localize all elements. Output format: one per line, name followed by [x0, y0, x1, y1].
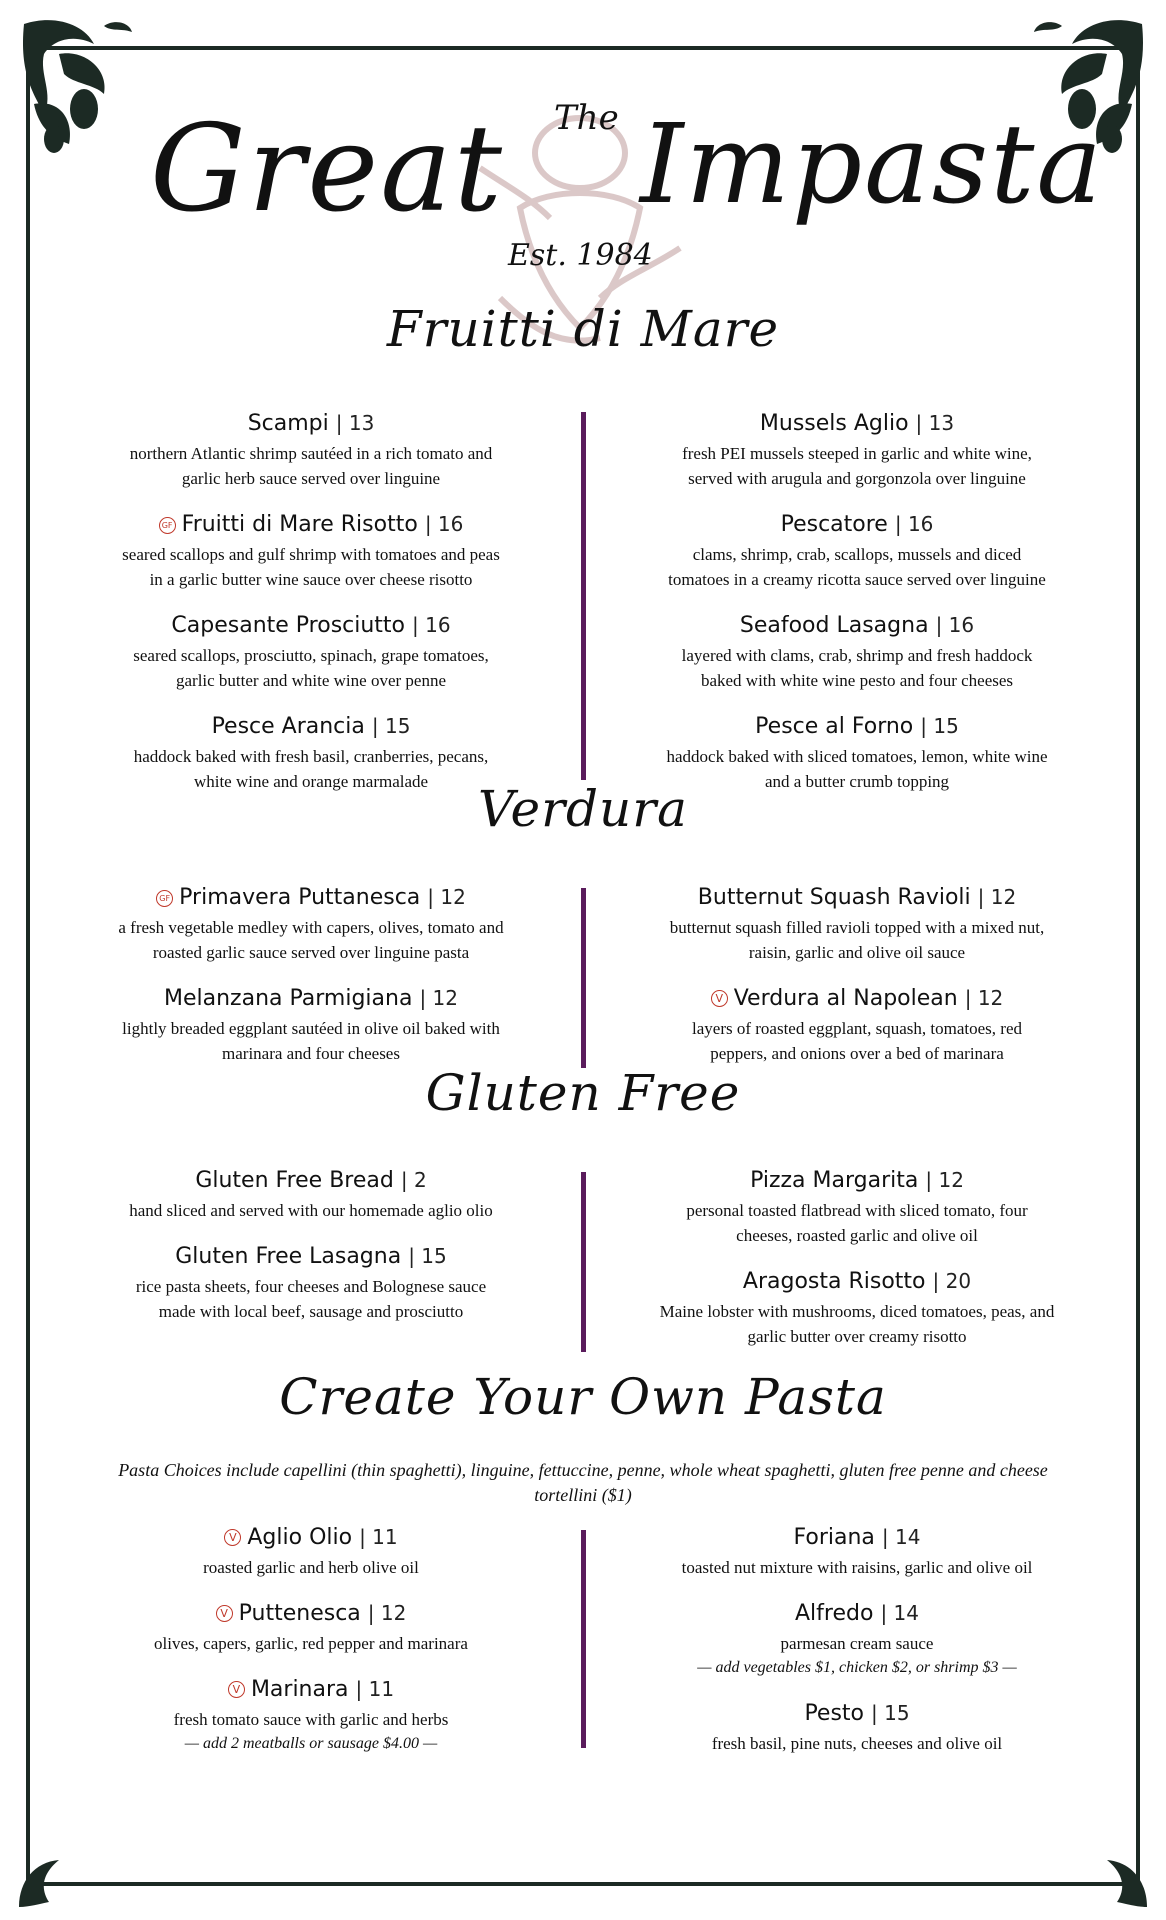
item-description: toasted nut mixture with raisins, garlic and olive oil — [681, 1558, 1033, 1577]
item-price: | 12 — [977, 885, 1017, 909]
menu-item — [622, 408, 1092, 491]
item-name: Aglio Olio — [247, 1525, 353, 1550]
item-description: cheeses, roasted garlic and olive oil — [736, 1226, 978, 1245]
item-price: | 16 — [412, 613, 451, 637]
item-description: served with arugula and gorgonzola over linguine — [688, 469, 1026, 488]
item-price: | 14 — [881, 1525, 921, 1549]
item-description: northern Atlantic shrimp sautéed in a rich tomato and — [129, 444, 493, 463]
menu-item — [76, 1674, 546, 1756]
item-description: haddock baked with fresh basil, cranberries, pecans, — [133, 747, 489, 766]
item-price: | 11 — [355, 1677, 395, 1701]
item-add-on-note: — add vegetables $1, chicken $2, or shrimp $3 — — [697, 1659, 1017, 1676]
column-divider — [581, 1172, 586, 1352]
item-description: roasted garlic and herb olive oil — [203, 1558, 419, 1577]
item-price: | 20 — [932, 1269, 972, 1293]
item-description: rice pasta sheets, four cheeses and Bolognese sauce — [135, 1277, 487, 1296]
menu-item — [622, 882, 1092, 965]
item-name: Primavera Puttanesca — [179, 885, 421, 910]
vegetarian-icon: V — [224, 1529, 241, 1546]
vegetarian-icon: V — [711, 990, 728, 1007]
item-description: roasted garlic sauce served over linguine pasta — [152, 943, 470, 962]
item-description: layers of roasted eggplant, squash, tomatoes, red — [692, 1019, 1022, 1038]
item-name: Pesce Arancia — [211, 714, 365, 739]
item-price: | 16 — [424, 512, 464, 536]
menu-column-left — [76, 882, 546, 1084]
item-description: white wine and orange marmalade — [193, 772, 429, 791]
item-name: Pizza Margarita — [750, 1168, 919, 1193]
scroll-corner-ornament-icon — [14, 1852, 74, 1912]
item-name: Butternut Squash Ravioli — [697, 885, 971, 910]
menu-column-left — [76, 408, 546, 812]
item-name: Puttenesca — [238, 1601, 361, 1626]
menu-item — [622, 1598, 1092, 1680]
menu-item — [622, 983, 1092, 1066]
item-description: baked with white wine pesto and four cheeses — [700, 671, 1014, 690]
section-title-verdura: Verdura — [478, 780, 688, 838]
item-name: Verdura al Napolean — [733, 986, 958, 1011]
item-name: Gluten Free Bread — [195, 1168, 394, 1193]
item-price: | 15 — [871, 1701, 910, 1725]
item-name: Marinara — [250, 1677, 349, 1702]
menu-item — [622, 509, 1092, 592]
vegetarian-icon: V — [228, 1681, 245, 1698]
menu-item — [622, 1165, 1092, 1248]
menu-item — [622, 1522, 1092, 1580]
item-description: garlic butter and white wine over penne — [175, 671, 446, 690]
item-price: | 12 — [925, 1168, 964, 1192]
menu-item — [76, 1165, 546, 1223]
item-price: | 14 — [880, 1601, 919, 1625]
vegetarian-icon: V — [216, 1605, 233, 1622]
restaurant-logo — [0, 60, 1166, 310]
item-price: | 15 — [408, 1244, 447, 1268]
item-description: hand sliced and served with our homemade aglio olio — [129, 1201, 493, 1220]
item-description: layered with clams, crab, shrimp and fresh haddock — [681, 646, 1033, 665]
item-price: | 13 — [335, 411, 375, 435]
item-description: seared scallops, prosciutto, spinach, grape tomatoes, — [133, 646, 489, 665]
item-name: Fruitti di Mare Risotto — [181, 512, 418, 537]
logo-name-part1: Great — [150, 100, 505, 239]
column-divider — [581, 412, 586, 780]
item-price: | 15 — [920, 714, 959, 738]
menu-column-left — [76, 1165, 546, 1342]
menu-item — [76, 983, 546, 1066]
item-description: tomatoes in a creamy ricotta sauce served over linguine — [668, 570, 1046, 589]
item-description: olives, capers, garlic, red pepper and marinara — [154, 1634, 468, 1653]
gluten-free-icon: GF — [156, 890, 173, 907]
menu-item — [76, 408, 546, 491]
item-description: butternut squash filled ravioli topped with a mixed nut, — [669, 918, 1045, 937]
menu-column-right — [622, 882, 1092, 1084]
menu-column-right — [622, 1522, 1092, 1774]
logo-name-part2: Impasta — [640, 100, 1104, 228]
item-description: peppers, and onions over a bed of marinara — [710, 1044, 1004, 1063]
menu-item — [76, 1241, 546, 1324]
item-description: Maine lobster with mushrooms, diced tomatoes, peas, and — [659, 1302, 1055, 1321]
section-title-fruitti-di-mare: Fruitti di Mare — [386, 300, 780, 358]
menu-column-right — [622, 408, 1092, 812]
item-name: Scampi — [247, 411, 329, 436]
item-name: Pesce al Forno — [755, 714, 914, 739]
item-name: Capesante Prosciutto — [171, 613, 406, 638]
item-price: | 12 — [419, 986, 458, 1010]
item-description: clams, shrimp, crab, scallops, mussels and diced — [692, 545, 1022, 564]
item-description: parmesan cream sauce — [780, 1634, 934, 1653]
gluten-free-icon: GF — [159, 517, 176, 534]
item-price: | 16 — [935, 613, 975, 637]
item-name: Mussels Aglio — [759, 411, 909, 436]
item-name: Aragosta Risotto — [742, 1269, 926, 1294]
menu-item — [76, 1598, 546, 1656]
item-price: | 16 — [894, 512, 934, 536]
menu-item — [76, 882, 546, 965]
item-description: lightly breaded eggplant sautéed in olive oil baked with — [122, 1019, 500, 1038]
column-divider — [581, 1530, 586, 1748]
item-name: Gluten Free Lasagna — [175, 1244, 402, 1269]
item-description: garlic butter over creamy risotto — [747, 1327, 967, 1346]
item-description: in a garlic butter wine sauce over cheese risotto — [149, 570, 473, 589]
pasta-choices-intro: Pasta Choices include capellini (thin spaghetti), linguine, fettuccine, penne, whole wheat spaghetti, gluten free penne and cheese tortellini ($1) — [118, 1460, 1048, 1505]
column-divider — [581, 888, 586, 1068]
item-price: | 12 — [964, 986, 1004, 1010]
item-name: Melanzana Parmigiana — [164, 986, 413, 1011]
section-title-create-your-own-pasta: Create Your Own Pasta — [279, 1368, 887, 1426]
item-name: Seafood Lasagna — [739, 613, 929, 638]
item-price: | 12 — [427, 885, 466, 909]
item-name: Foriana — [793, 1525, 875, 1550]
item-description: fresh basil, pine nuts, cheeses and olive oil — [711, 1734, 1003, 1753]
item-description: raisin, garlic and olive oil sauce — [748, 943, 966, 962]
item-description: a fresh vegetable medley with capers, olives, tomato and — [118, 918, 504, 937]
item-description: made with local beef, sausage and prosciutto — [158, 1302, 464, 1321]
item-description: and a butter crumb topping — [764, 772, 950, 791]
menu-column-left — [76, 1522, 546, 1774]
item-description: garlic herb sauce served over linguine — [181, 469, 441, 488]
logo-established: Est. 1984 — [508, 238, 653, 273]
item-add-on-note: — add 2 meatballs or sausage $4.00 — — [184, 1735, 438, 1752]
item-description: fresh PEI mussels steeped in garlic and white wine, — [682, 444, 1032, 463]
item-description: fresh tomato sauce with garlic and herbs — [173, 1710, 449, 1729]
item-name: Pesto — [804, 1701, 865, 1726]
menu-item — [622, 1698, 1092, 1756]
menu-item — [622, 610, 1092, 693]
menu-item — [76, 509, 546, 592]
item-description: haddock baked with sliced tomatoes, lemon, white wine — [666, 747, 1048, 766]
menu-item — [76, 610, 546, 693]
item-price: | 2 — [400, 1168, 427, 1192]
menu-item — [622, 1266, 1092, 1349]
item-price: | 11 — [359, 1525, 398, 1549]
menu-item — [76, 1522, 546, 1580]
scroll-corner-ornament-icon — [1092, 1852, 1152, 1912]
item-name: Alfredo — [795, 1601, 874, 1626]
item-description: seared scallops and gulf shrimp with tomatoes and peas — [122, 545, 500, 564]
item-name: Pescatore — [780, 512, 888, 537]
menu-column-right — [622, 1165, 1092, 1367]
item-description: personal toasted flatbread with sliced tomato, four — [686, 1201, 1028, 1220]
item-price: | 13 — [915, 411, 955, 435]
logo-prefix: The — [554, 98, 619, 138]
item-description: marinara and four cheeses — [222, 1044, 400, 1063]
section-title-gluten-free: Gluten Free — [425, 1064, 741, 1122]
item-price: | 15 — [371, 714, 411, 738]
item-price: | 12 — [367, 1601, 407, 1625]
